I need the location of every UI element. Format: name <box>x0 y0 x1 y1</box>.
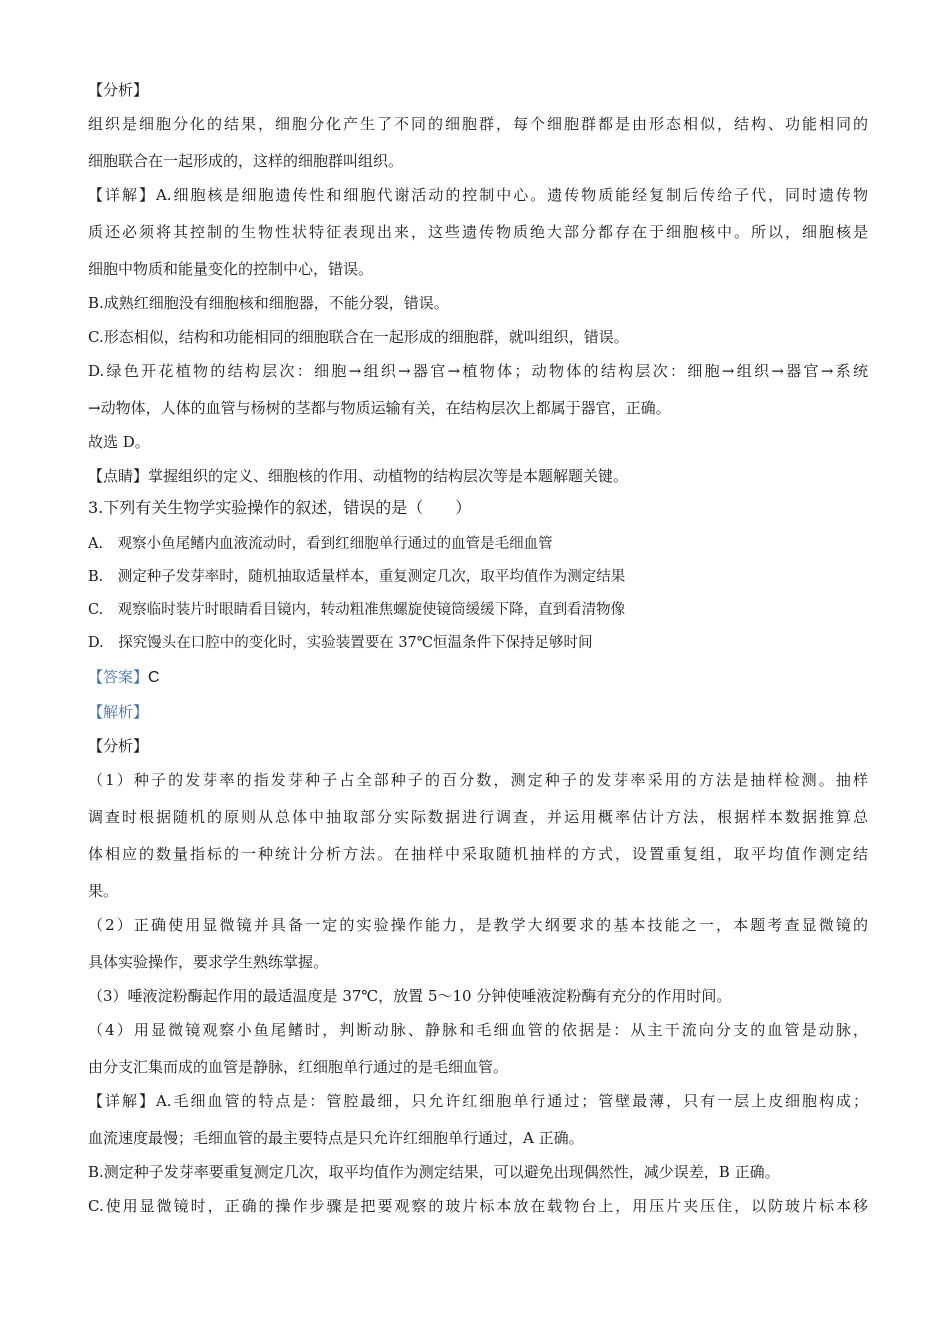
analysis-p1-line: 调查时根据随机的原则从总体中抽取部分实际数据进行调查，并运用概率估计方法，根据样本数据推算总 <box>88 808 868 826</box>
analysis-heading: 【分析】 <box>88 81 149 99</box>
question-3-stem: 3.下列有关生物学实验操作的叙述，错误的是（ ） <box>88 498 472 517</box>
detail-text-line: 细胞中物质和能量变化的控制中心，错误。 <box>88 260 374 278</box>
detail-b-line: B.测定种子发芽率要重复测定几次，取平均值作为测定结果，可以避免出现偶然性，减少误差，B 正确。 <box>88 1163 780 1181</box>
answer-line <box>88 667 868 688</box>
analysis-p1-line: 果。 <box>88 882 119 900</box>
analysis-p2-line: 具体实验操作，要求学生熟练掌握。 <box>88 953 329 971</box>
answer-value: C <box>148 669 160 686</box>
detail-text-line: 质还必须将其控制的生物性状特征表现出来，这些遗传物质绝大部分都存在于细胞核中。所以，细胞核是 <box>88 223 868 241</box>
explanation-label: 【解析】 <box>88 703 149 721</box>
analysis-p4-line: （4）用显微镜观察小鱼尾鳍时，判断动脉、静脉和毛细血管的依据是：从主干流向分支的血管是动脉， <box>88 1021 868 1039</box>
analysis-p4-line: 由分支汇集而成的血管是静脉，红细胞单行通过的是毛细血管。 <box>88 1058 509 1076</box>
detail-option-b: B.成熟红细胞没有细胞核和细胞器，不能分裂，错误。 <box>88 294 449 312</box>
detail-text-line: 【详解】A.细胞核是细胞遗传性和细胞代谢活动的控制中心。遗传物质能经复制后传给子代，同时遗传物 <box>88 186 868 204</box>
analysis-text-line: 细胞联合在一起形成的，这样的细胞群叫组织。 <box>88 152 404 170</box>
option-c: C. 观察临时装片时眼睛看目镜内，转动粗准焦螺旋使镜筒缓缓下降，直到看清物像 <box>88 602 626 618</box>
detail-a-line: 血流速度最慢；毛细血管的最主要特点是只允许红细胞单行通过，A 正确。 <box>88 1129 584 1147</box>
detail-a-line: 【详解】A.毛细血管的特点是：管腔最细，只允许红细胞单行通过；管壁最薄，只有一层上皮细胞构成； <box>88 1092 868 1110</box>
analysis-p3-line: （3）唾液淀粉酶起作用的最适温度是 37℃，放置 5～10 分钟使唾液淀粉酶有充分的作用时间。 <box>88 987 732 1005</box>
detail-option-c: C.形态相似，结构和功能相同的细胞联合在一起形成的细胞群，就叫组织，错误。 <box>88 328 629 346</box>
detail-c-line: C.使用显微镜时，正确的操作步骤是把要观察的玻片标本放在载物台上，用压片夹压住，以防玻片标本移 <box>88 1197 868 1215</box>
option-a: A. 观察小鱼尾鳍内血液流动时，看到红细胞单行通过的血管是毛细血管 <box>88 536 553 552</box>
answer-label: 【答案】 <box>88 668 149 686</box>
final-choice: 故选 D。 <box>88 433 150 451</box>
detail-option-d-cont: →动物体，人体的血管与杨树的茎都与物质运输有关，在结构层次上都属于器官，正确。 <box>88 399 671 417</box>
detail-option-d: D.绿色开花植物的结构层次：细胞→组织→器官→植物体；动物体的结构层次：细胞→组织→器官→系统 <box>88 362 868 380</box>
analysis-p1-line: 体相应的数量指标的一种统计分析方法。在抽样中采取随机抽样的方式，设置重复组，取平均值作测定结 <box>88 845 868 863</box>
analysis-heading: 【分析】 <box>88 737 149 755</box>
analysis-p2-line: （2）正确使用显微镜并具备一定的实验操作能力，是教学大纲要求的基本技能之一，本题考查显微镜的 <box>88 916 868 934</box>
option-d: D. 探究馒头在口腔中的变化时，实验装置要在 37℃恒温条件下保持足够时间 <box>88 635 593 651</box>
key-point-comment: 【点睛】掌握组织的定义、细胞核的作用、动植物的结构层次等是本题解题关键。 <box>88 467 629 485</box>
option-b: B. 测定种子发芽率时，随机抽取适量样本，重复测定几次，取平均值作为测定结果 <box>88 569 626 585</box>
analysis-p1-line: （1）种子的发芽率的指发芽种子占全部种子的百分数，测定种子的发芽率采用的方法是抽样检测。抽样 <box>88 771 868 789</box>
analysis-text-line: 组织是细胞分化的结果，细胞分化产生了不同的细胞群，每个细胞群都是由形态相似，结构、功能相同的 <box>88 115 868 133</box>
